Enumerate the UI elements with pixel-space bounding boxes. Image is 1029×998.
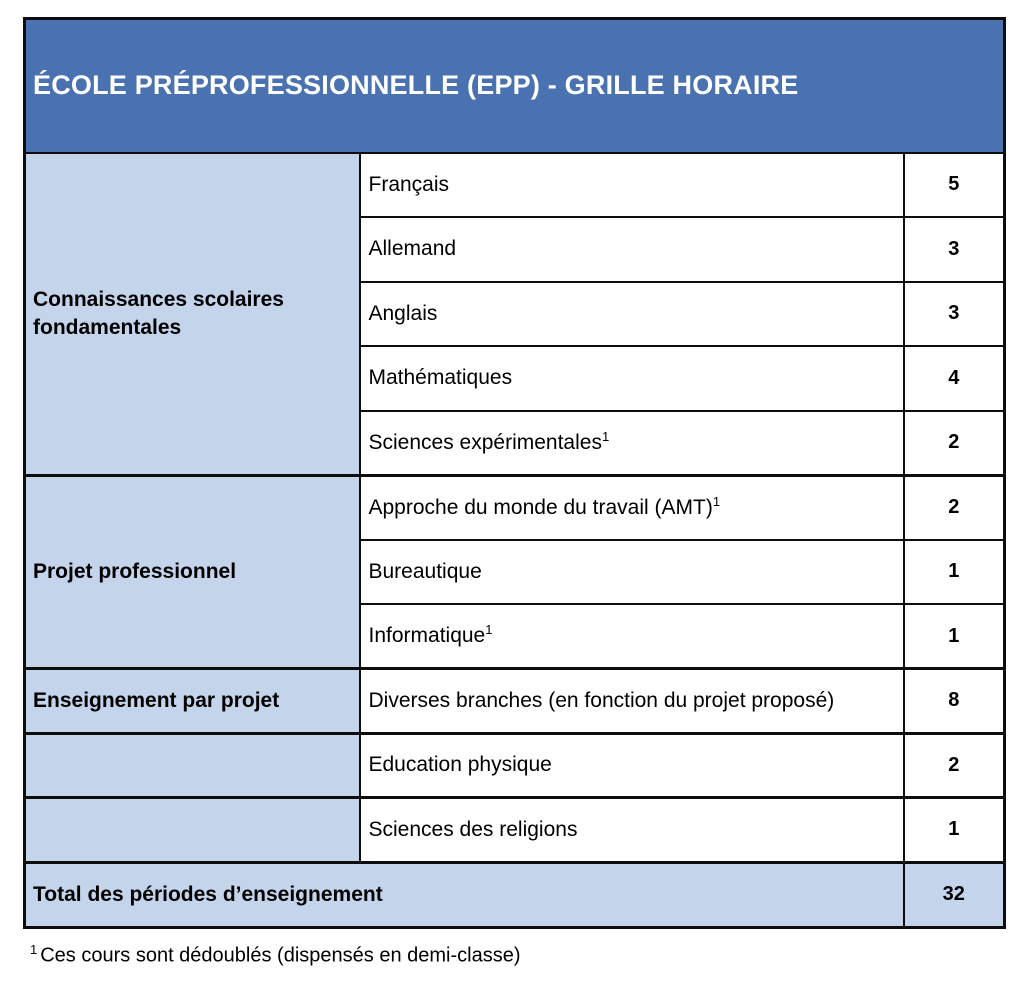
subject-cell: Anglais [360, 282, 904, 347]
category-cell [25, 733, 360, 798]
periods-cell: 3 [904, 282, 1005, 347]
periods-cell: 8 [904, 669, 1005, 734]
total-value: 32 [904, 862, 1005, 927]
total-label: Total des périodes d’enseignement [25, 862, 904, 927]
table-row [25, 669, 1005, 734]
periods-cell: 2 [904, 733, 1005, 798]
subject-cell: Allemand [360, 217, 904, 282]
periods-cell: 1 [904, 604, 1005, 669]
banner-row [25, 19, 1005, 153]
footnote-text: Ces cours sont dédoublés (dispensés en demi-classe) [40, 944, 521, 967]
subject-cell: Français [360, 153, 904, 218]
subject-cell: Sciences des religions [360, 798, 904, 863]
periods-cell: 2 [904, 411, 1005, 476]
table-row [25, 153, 1005, 218]
subject-cell: Informatique$^1$ [360, 604, 904, 669]
subject-footnote-marker: 1 [601, 428, 610, 444]
periods-cell: 1 [904, 798, 1005, 863]
periods-cell: 5 [904, 153, 1005, 218]
subject-footnote-marker: 1 [712, 493, 721, 509]
category-cell: Projet professionnel [25, 475, 360, 669]
periods-cell: 3 [904, 217, 1005, 282]
subject-cell: Sciences expérimentales$^1$ [360, 411, 904, 476]
subject-cell: Approche du monde du travail (AMT)$^1$ [360, 475, 904, 540]
subject-cell: Bureautique [360, 540, 904, 605]
category-cell [25, 798, 360, 863]
total-row [25, 862, 1005, 927]
table-row [25, 798, 1005, 863]
subject-cell: Education physique [360, 733, 904, 798]
subject-footnote-marker: 1 [485, 622, 493, 637]
periods-cell: 2 [904, 475, 1005, 540]
periods-cell: 4 [904, 346, 1005, 411]
subject-cell: Diverses branches (en fonction du projet proposé) [360, 669, 904, 734]
footnote [30, 942, 520, 968]
table-row [25, 475, 1005, 540]
subject-cell: Mathématiques [360, 346, 904, 411]
periods-cell: 1 [904, 540, 1005, 605]
timetable [23, 17, 1006, 929]
table-row [25, 733, 1005, 798]
category-cell: Enseignement par projet [25, 669, 360, 734]
category-cell: Connaissances scolaires fondamentales [25, 153, 360, 476]
footnote-marker: 1 [30, 942, 38, 957]
page-title: ÉCOLE PRÉPROFESSIONNELLE (EPP) - GRILLE HORAIRE [25, 19, 1005, 153]
